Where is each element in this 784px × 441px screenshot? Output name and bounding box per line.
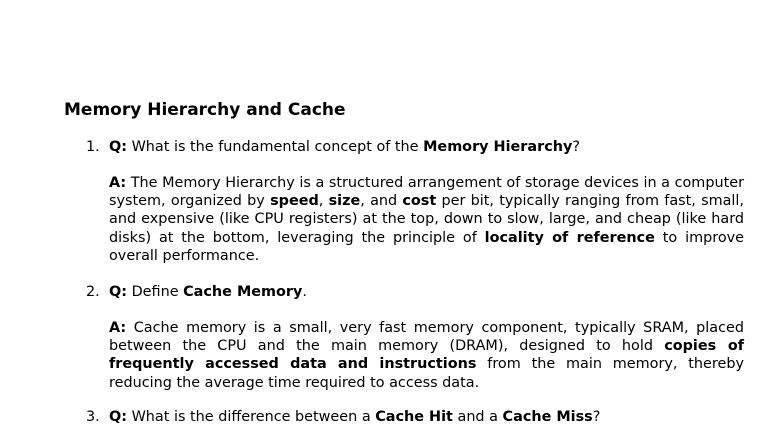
question-keyword: Cache Miss: [502, 409, 593, 425]
question-text-part: What is the difference between a: [127, 409, 376, 425]
question-number: 2.: [86, 284, 100, 300]
question-text-part: What is the fundamental concept of the: [127, 139, 424, 155]
answer-label: A:: [109, 175, 127, 191]
answer-text-part: ,: [318, 193, 329, 210]
question-text: [109, 283, 307, 301]
answer-label: A:: [109, 320, 127, 336]
question-text-part: ?: [592, 409, 601, 425]
answer-keyword: cost: [402, 193, 437, 210]
question-number: 1.: [86, 139, 100, 155]
answer-text: [109, 174, 744, 265]
question-text-part: .: [302, 284, 307, 300]
question-label: Q:: [109, 409, 127, 425]
question-text-part: Define: [127, 284, 184, 300]
answer-keyword: size: [328, 193, 361, 210]
answer-text-part: from the main memory, thereby reducing the average time required to access data.: [109, 356, 744, 391]
question-number: 3.: [86, 409, 100, 425]
question-text-part: and a: [452, 409, 503, 425]
answer-text: [109, 319, 744, 392]
answer-text-part: The Memory Hierarchy is a structured arrangement of storage devices in a computer system, organized by: [109, 175, 744, 210]
question-label: Q:: [109, 139, 127, 155]
answer-text-part: per bit, typically ranging from fast, small, and expensive (like CPU registers) at the top, down to slow, large, and cheap (like hard disks) at the bottom, leveraging the principle of: [109, 193, 744, 246]
answer-keyword: copies of frequently accessed data and instructions: [109, 338, 744, 373]
question-text: [109, 408, 600, 426]
question-label: Q:: [109, 284, 127, 300]
question-keyword: Cache Memory: [183, 284, 303, 300]
question-keyword: Memory Hierarchy: [423, 139, 573, 155]
question-text-part: ?: [572, 139, 580, 155]
answer-text-part: , and: [360, 193, 403, 210]
question-text: [109, 138, 580, 156]
answer-text-part: Cache memory is a small, very fast memory component, typically SRAM, placed between the CPU and the main memory (DRAM), designed to hold: [109, 320, 744, 355]
question-keyword: Cache Hit: [375, 409, 453, 425]
answer-text-part: to improve overall performance.: [109, 229, 744, 264]
answer-keyword: speed: [270, 193, 319, 210]
document-title: Memory Hierarchy and Cache: [64, 100, 346, 120]
answer-keyword: locality of reference: [484, 229, 655, 246]
